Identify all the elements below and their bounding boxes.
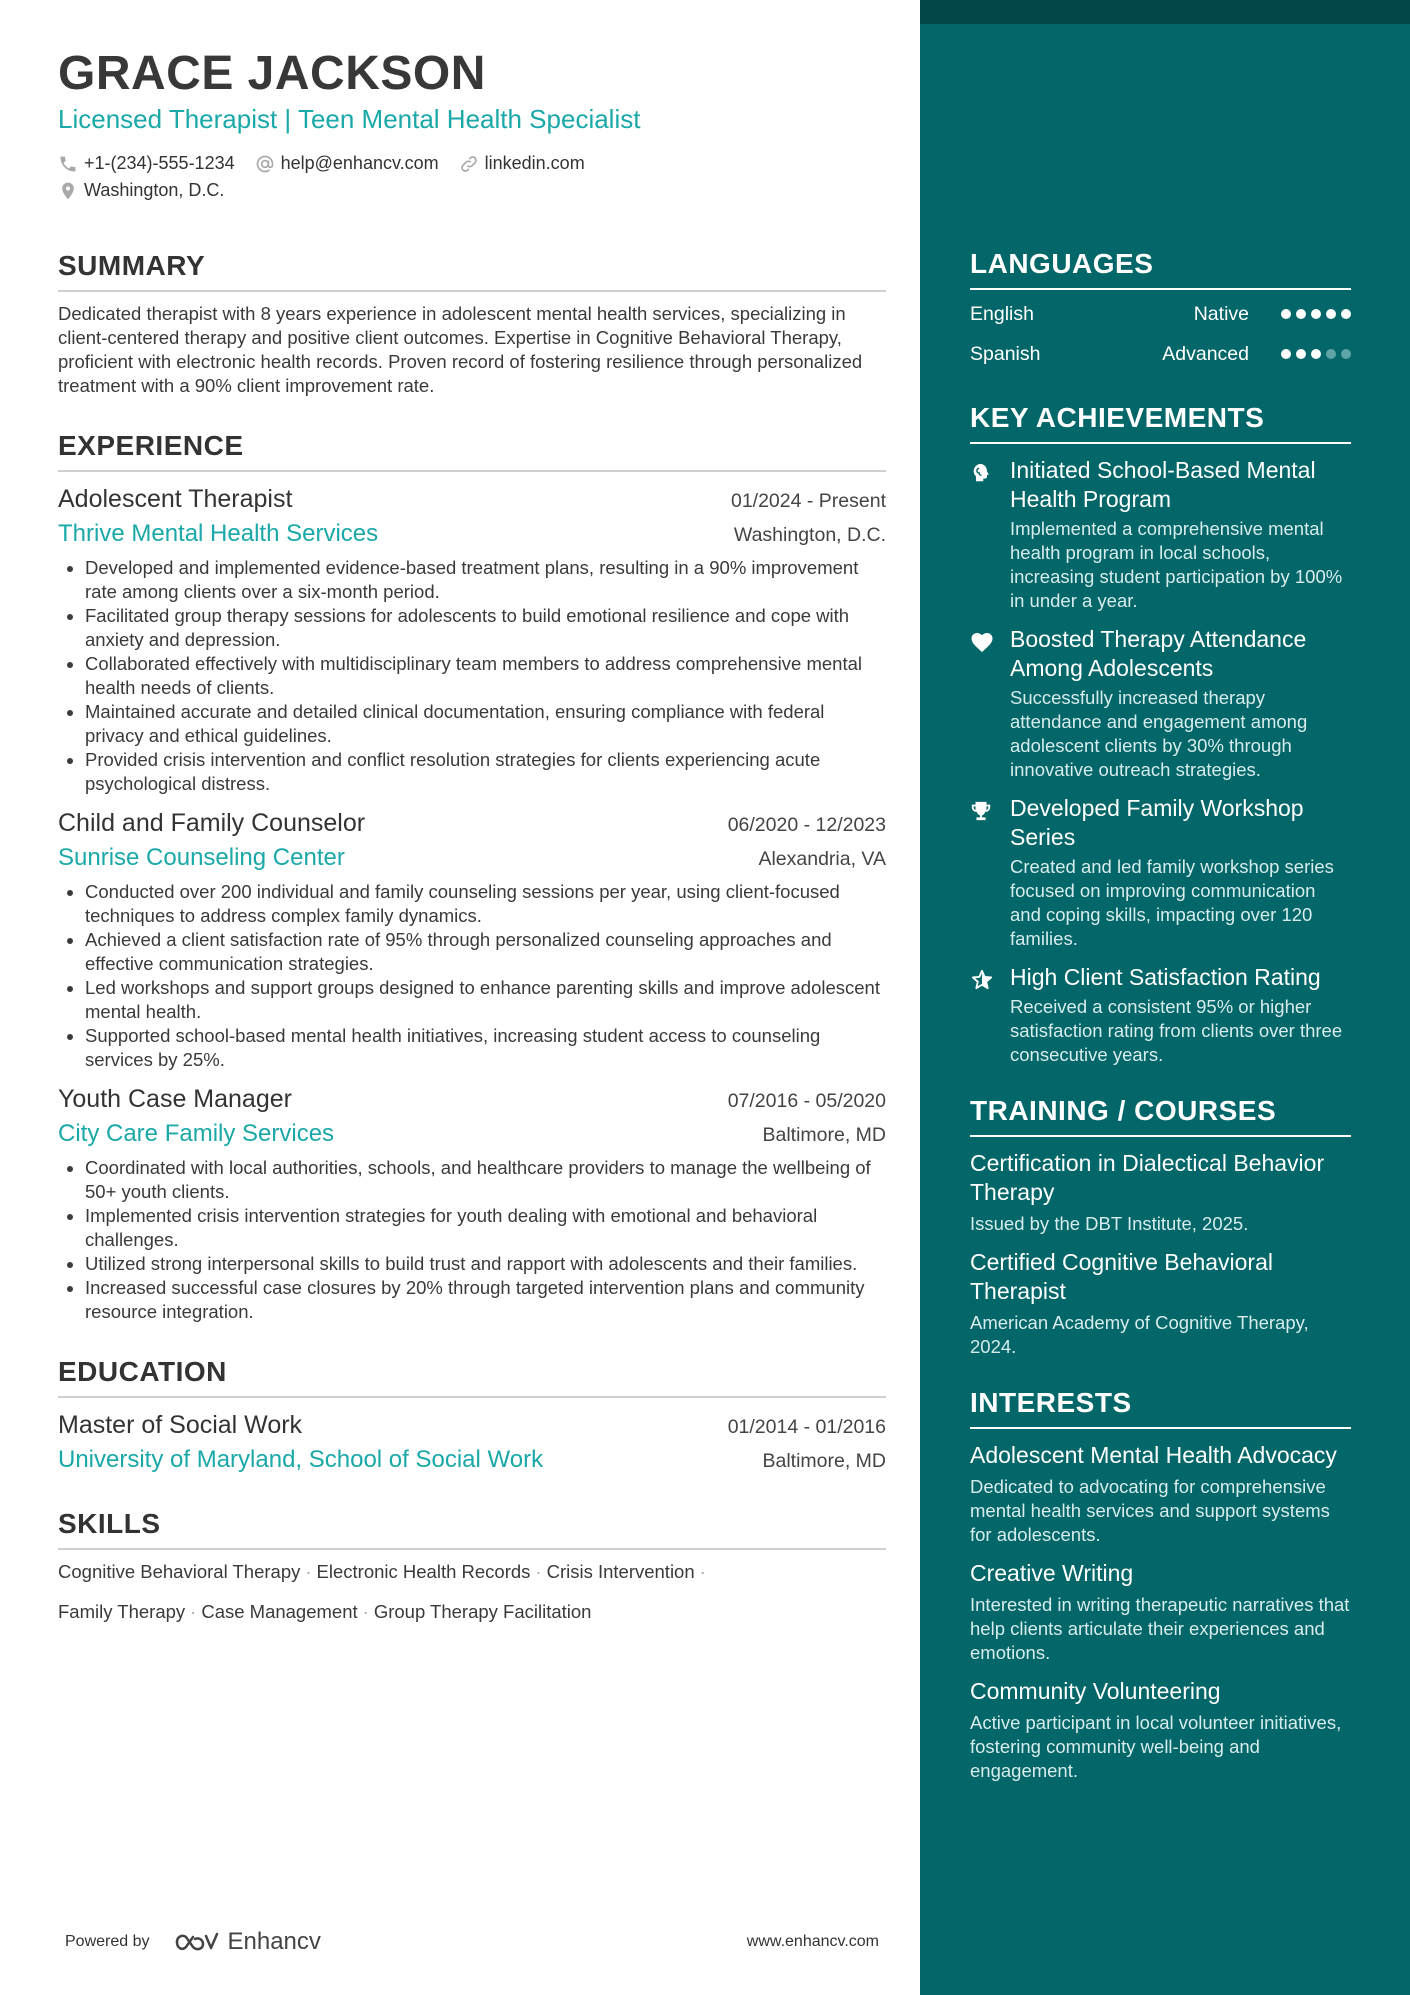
link-icon <box>459 154 479 174</box>
achievement-desc: Received a consistent 95% or higher satisfaction rating from clients over three consecutive years. <box>1010 996 1343 1065</box>
skill-separator: · <box>362 1601 369 1622</box>
rating-dot <box>1326 349 1336 359</box>
enhancv-logo-icon <box>174 1930 220 1954</box>
section-title-training: TRAINING / COURSES <box>970 1093 1351 1137</box>
achievement-item <box>970 963 1351 1067</box>
trophy-icon <box>970 800 992 822</box>
summary-text: Dedicated therapist with 8 years experience in adolescent mental health services, specializing in client-centered therapy and positive client outcomes. Expertise in Cognitive Behavioral Therapy, proficient with electronic health records. Proven record of fostering resilience through personalized treatment with a 90% client improvement rate. <box>58 303 863 396</box>
contact-linkedin[interactable] <box>459 153 585 174</box>
languages-section <box>970 246 1351 374</box>
achievement-title: High Client Satisfaction Rating <box>1010 964 1321 990</box>
skill-item: Group Therapy Facilitation <box>373 1601 592 1622</box>
sidebar-content <box>970 246 1351 1783</box>
skills-section <box>58 1506 886 1632</box>
experience-section <box>58 428 886 1324</box>
location-text: Washington, D.C. <box>84 180 225 200</box>
rating-dot <box>1296 309 1306 319</box>
interest-desc: Interested in writing therapeutic narratives that help clients articulate their experiences and emotions. <box>970 1594 1350 1663</box>
phone-icon <box>58 154 78 174</box>
education-entry <box>58 1408 886 1478</box>
skills-line <box>58 1552 886 1592</box>
interest-title: Adolescent Mental Health Advocacy <box>970 1442 1337 1468</box>
training-desc: Issued by the DBT Institute, 2025. <box>970 1213 1249 1234</box>
bullet-item: • Conducted over 200 individual and family counseling sessions per year, using client-focused techniques to address complex family dynamics. <box>85 880 886 928</box>
training-title: Certification in Dialectical Behavior Therapy <box>970 1150 1325 1205</box>
rating-dot <box>1341 349 1351 359</box>
contact-location <box>58 180 224 201</box>
email-text: help@enhancv.com <box>280 153 439 173</box>
job-date: 06/2020 - 12/2023 <box>727 814 886 836</box>
training-title: Certified Cognitive Behavioral Therapist <box>970 1249 1273 1304</box>
interest-title: Community Volunteering <box>970 1678 1221 1704</box>
rating-dot <box>1281 309 1291 319</box>
job-company: City Care Family Services <box>58 1120 335 1147</box>
job-location: Washington, D.C. <box>733 524 886 546</box>
section-title-summary: SUMMARY <box>58 248 886 292</box>
degree-title: Master of Social Work <box>58 1411 303 1439</box>
bullet-item: • Implemented crisis intervention strategies for youth dealing with emotional and behavioral challenges. <box>85 1204 886 1252</box>
section-title-skills: SKILLS <box>58 1506 886 1550</box>
bullet-item: • Developed and implemented evidence-based treatment plans, resulting in a 90% improvement rate among clients over a six-month period. <box>85 556 886 604</box>
sidebar-content-wrap <box>920 0 1410 1995</box>
section-title-experience: EXPERIENCE <box>58 428 886 472</box>
interest-item <box>970 1559 1351 1665</box>
achievement-item <box>970 625 1351 782</box>
language-rating <box>1281 309 1351 319</box>
bullet-item: • Achieved a client satisfaction rate of 95% through personalized counseling approaches and effective communication strategies. <box>85 928 886 976</box>
skill-item: Electronic Health Records <box>316 1561 531 1582</box>
job-entry <box>58 1082 886 1324</box>
language-level: Native <box>1193 302 1249 325</box>
footer-url[interactable]: www.enhancv.com <box>746 1933 879 1950</box>
job-entry <box>58 482 886 796</box>
job-bullets <box>58 556 886 796</box>
bullet-item: • Provided crisis intervention and conflict resolution strategies for clients experiencing acute psychological distress. <box>85 748 886 796</box>
at-icon <box>255 154 275 174</box>
interest-title: Creative Writing <box>970 1560 1134 1586</box>
rating-dot <box>1341 309 1351 319</box>
bullet-item: • Maintained accurate and detailed clinical documentation, ensuring compliance with federal privacy and ethical guidelines. <box>85 700 886 748</box>
linkedin-text: linkedin.com <box>484 153 585 173</box>
education-date: 01/2014 - 01/2016 <box>727 1416 886 1438</box>
job-date: 01/2024 - Present <box>730 490 886 512</box>
achievement-desc: Successfully increased therapy attendance and engagement among adolescent clients by 30% through innovative outreach strategies. <box>1010 687 1308 780</box>
skill-item: Cognitive Behavioral Therapy <box>58 1561 301 1582</box>
skill-item: Family Therapy <box>58 1601 186 1622</box>
brand-logo[interactable] <box>174 1928 321 1956</box>
job-bullets <box>58 1156 886 1324</box>
achievement-title: Developed Family Workshop Series <box>1010 795 1304 850</box>
interest-item <box>970 1441 1351 1547</box>
candidate-name: GRACE JACKSON <box>58 47 486 100</box>
achievement-title: Initiated School-Based Mental Health Program <box>1010 457 1316 512</box>
achievement-item <box>970 794 1351 951</box>
achievement-item <box>970 456 1351 613</box>
interest-item <box>970 1677 1351 1783</box>
school-name: University of Maryland, School of Social Work <box>58 1446 544 1473</box>
bullet-item: • Utilized strong interpersonal skills to build trust and rapport with adolescents and their families. <box>85 1252 886 1276</box>
headline: Licensed Therapist | Teen Mental Health Specialist <box>58 104 641 134</box>
training-item <box>970 1248 1351 1359</box>
brain-icon <box>970 462 992 484</box>
bullet-item: • Led workshops and support groups designed to enhance parenting skills and improve adolescent mental health. <box>85 976 886 1024</box>
main-column <box>58 46 886 1632</box>
rating-dot <box>1281 349 1291 359</box>
education-section <box>58 1354 886 1478</box>
location-pin-icon <box>58 181 78 201</box>
rating-dot <box>1311 309 1321 319</box>
star-icon <box>970 969 994 991</box>
job-bullets <box>58 880 886 1072</box>
training-desc: American Academy of Cognitive Therapy, 2024. <box>970 1312 1309 1357</box>
job-title: Adolescent Therapist <box>58 485 293 513</box>
skills-line <box>58 1592 886 1632</box>
powered-by-label: Powered by <box>65 1933 150 1950</box>
achievement-desc: Created and led family workshop series focused on improving communication and coping skills, impacting over 120 families. <box>1010 856 1334 949</box>
heart-icon <box>970 631 994 653</box>
job-title: Youth Case Manager <box>58 1085 292 1113</box>
contact-phone[interactable] <box>58 153 235 174</box>
language-name: English <box>970 302 1034 325</box>
bullet-item: • Coordinated with local authorities, schools, and healthcare providers to manage the wellbeing of 50+ youth clients. <box>85 1156 886 1204</box>
skill-item: Crisis Intervention <box>546 1561 695 1582</box>
job-location: Alexandria, VA <box>758 848 886 870</box>
language-name: Spanish <box>970 342 1041 365</box>
bullet-item: • Collaborated effectively with multidisciplinary team members to address comprehensive mental health needs of clients. <box>85 652 886 700</box>
skills-list <box>58 1552 886 1632</box>
job-entry <box>58 806 886 1072</box>
footer <box>65 1928 879 1956</box>
achievements-section <box>970 400 1351 1067</box>
phone-text: +1-(234)-555-1234 <box>84 153 235 173</box>
education-location: Baltimore, MD <box>762 1450 886 1472</box>
skill-separator: · <box>190 1601 197 1622</box>
training-section <box>970 1093 1351 1359</box>
job-date: 07/2016 - 05/2020 <box>727 1090 886 1112</box>
interest-desc: Active participant in local volunteer initiatives, fostering community well-being and engagement. <box>970 1712 1342 1781</box>
bullet-item: • Facilitated group therapy sessions for adolescents to build emotional resilience and cope with anxiety and depression. <box>85 604 886 652</box>
language-level: Advanced <box>1162 342 1249 365</box>
achievement-title: Boosted Therapy Attendance Among Adolescents <box>1010 626 1307 681</box>
rating-dot <box>1326 309 1336 319</box>
interests-section <box>970 1385 1351 1783</box>
skill-separator: · <box>699 1561 706 1582</box>
section-title-interests: INTERESTS <box>970 1385 1351 1429</box>
section-title-languages: LANGUAGES <box>970 246 1351 290</box>
summary-section <box>58 248 886 398</box>
rating-dot <box>1311 349 1321 359</box>
job-location: Baltimore, MD <box>762 1124 886 1146</box>
job-title: Child and Family Counselor <box>58 809 366 837</box>
job-company: Sunrise Counseling Center <box>58 844 345 871</box>
skill-separator: · <box>305 1561 312 1582</box>
bullet-item: • Increased successful case closures by 20% through targeted intervention plans and community resource integration. <box>85 1276 886 1324</box>
skill-separator: · <box>535 1561 542 1582</box>
brand-name: Enhancv <box>227 1928 321 1955</box>
job-company: Thrive Mental Health Services <box>58 520 379 547</box>
bullet-item: • Supported school-based mental health initiatives, increasing student access to counseling services by 25%. <box>85 1024 886 1072</box>
language-item <box>970 294 1351 334</box>
achievement-desc: Implemented a comprehensive mental health program in local schools, increasing student participation by 100% in under a year. <box>1010 518 1343 611</box>
skill-item: Case Management <box>201 1601 358 1622</box>
language-rating <box>1281 349 1351 359</box>
contact-email[interactable] <box>255 153 439 174</box>
interest-desc: Dedicated to advocating for comprehensive mental health services and support systems for adolescents. <box>970 1476 1330 1545</box>
powered-by <box>65 1928 321 1956</box>
rating-dot <box>1296 349 1306 359</box>
section-title-education: EDUCATION <box>58 1354 886 1398</box>
section-title-achievements: KEY ACHIEVEMENTS <box>970 400 1351 444</box>
training-item <box>970 1149 1351 1236</box>
contact-info <box>58 150 886 204</box>
language-item <box>970 334 1351 374</box>
